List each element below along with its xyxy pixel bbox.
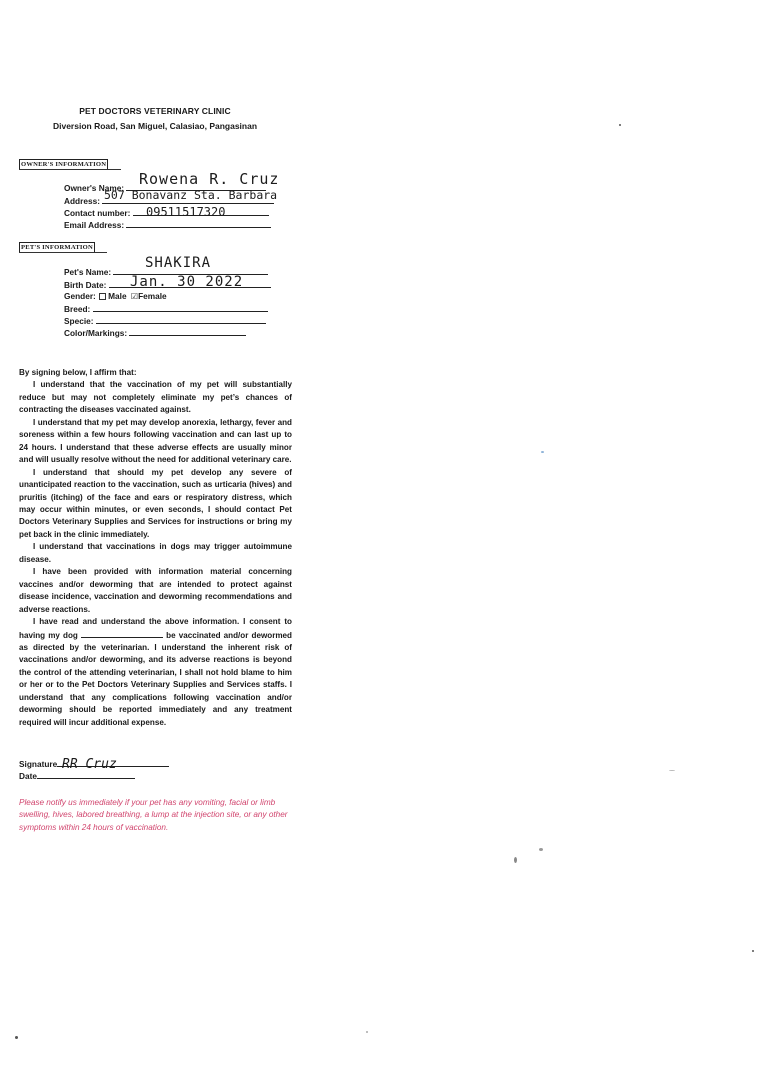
owner-name-value: Rowena R. Cruz	[139, 170, 280, 188]
pet-color-label: Color/Markings:	[64, 328, 128, 338]
consent-text-before: I have read and understand the above information. I consent to having my dog	[19, 617, 292, 640]
scan-speck	[752, 950, 754, 952]
clinic-header	[0, 106, 310, 131]
consent-text-after: be vaccinated and/or dewormed as directed by the veterinarian. I understand the inherent risk of vaccinations and/or deworming, and its adverse reactions is beyond the control of the attending veterinarian, I shall not hold blame to him or her or to the Pet Doctors Veterinary Supplies and Services staffs. I understand that any complications following vaccination and/or deworming should be reported immediately and any treatment required will incur additional expense.	[19, 630, 292, 727]
owner-email-line	[126, 219, 271, 228]
affirmation-paragraph-5: I have been provided with information material concerning vaccines and/or deworming that are intended to protect against disease incidence, vaccination and deworming recommendations and adverse reactions.	[19, 567, 292, 614]
pet-section-label: PET'S INFORMATION	[21, 244, 93, 251]
scan-speck	[15, 1036, 18, 1039]
pet-breed-field	[64, 303, 268, 315]
owner-address-label: Address:	[64, 196, 100, 206]
gender-male-label: Male	[108, 291, 127, 301]
owner-section-label: OWNER'S INFORMATION	[21, 161, 107, 168]
scan-speck	[619, 124, 621, 126]
pet-section-rule	[19, 252, 107, 253]
scan-speck	[539, 848, 543, 851]
scan-speck	[514, 857, 517, 863]
pet-specie-field	[64, 315, 266, 327]
pet-gender-label: Gender:	[64, 291, 96, 301]
pet-name-label: Pet's Name:	[64, 267, 112, 277]
pet-name-value: SHAKIRA	[145, 255, 212, 271]
pet-breed-label: Breed:	[64, 304, 91, 314]
affirmation-paragraph-4: I understand that vaccinations in dogs may trigger autoimmune disease.	[19, 542, 292, 564]
affirmation-paragraph-2: I understand that my pet may develop anorexia, lethargy, fever and soreness within a few hours following vaccination and can last up to 24 hours. I understand that these adverse effects are usually minor and will usually resolve without the need for additional veterinary care.	[19, 417, 292, 465]
owner-name-label: Owner's Name:	[64, 183, 125, 193]
owner-section-rule	[19, 169, 121, 170]
clinic-address: Diversion Road, San Miguel, Calasiao, Pangasinan	[52, 121, 258, 131]
pet-color-field	[64, 327, 246, 339]
signature-label: Signature	[19, 759, 58, 769]
gender-male-checkbox[interactable]	[99, 293, 106, 300]
pet-birth-value: Jan. 30 2022	[130, 274, 244, 290]
affirmation-paragraph-1: I understand that the vaccination of my pet will substantially reduce but may not completely eliminate my pet’s chances of contracting the diseases vaccinated against.	[19, 380, 292, 415]
vaccination-notice: Please notify us immediately if your pet has any vomiting, facial or limb swelling, hives, labored breathing, a lump at the injection site, or any other symptoms within 24 hours of vaccination.	[19, 798, 288, 832]
affirmation-paragraph-3: I understand that should my pet develop any severe of unanticipated reaction to the vaccination, such as urticaria (hives) and pruritis (itching) of the face and ears or respiratory distress, which may occur within minutes, or even seconds, I should contact Pet Doctors Veterinary Supplies and Services for instructions or bring my pet back in the clinic immediately.	[19, 467, 292, 539]
owner-email-field	[64, 219, 271, 231]
pet-gender-field	[64, 291, 167, 302]
owner-email-label: Email Address:	[64, 220, 125, 230]
owner-contact-value: 09511517320	[146, 205, 226, 219]
affirmation-block	[19, 367, 292, 729]
pet-specie-line	[96, 315, 266, 324]
affirmation-paragraph-6	[19, 616, 292, 729]
pet-color-line	[129, 327, 246, 336]
dog-name-line	[81, 629, 163, 638]
pet-specie-label: Specie:	[64, 316, 94, 326]
scan-speck	[366, 1031, 368, 1033]
owner-address-value: 507 Bonavanz Sta. Barbara	[104, 188, 278, 202]
gender-female-label: Female	[138, 291, 167, 301]
scan-speck	[669, 770, 675, 771]
affirmation-intro: By signing below, I affirm that:	[19, 368, 137, 377]
signature-value: RR Cruz	[62, 757, 117, 772]
date-label: Date	[19, 771, 37, 781]
gender-female-check-icon[interactable]: ☑	[130, 292, 139, 301]
clinic-name: PET DOCTORS VETERINARY CLINIC	[79, 106, 231, 116]
pet-birth-label: Birth Date:	[64, 280, 107, 290]
pet-breed-line	[93, 303, 268, 312]
owner-contact-label: Contact number:	[64, 208, 131, 218]
scan-speck	[541, 451, 544, 453]
